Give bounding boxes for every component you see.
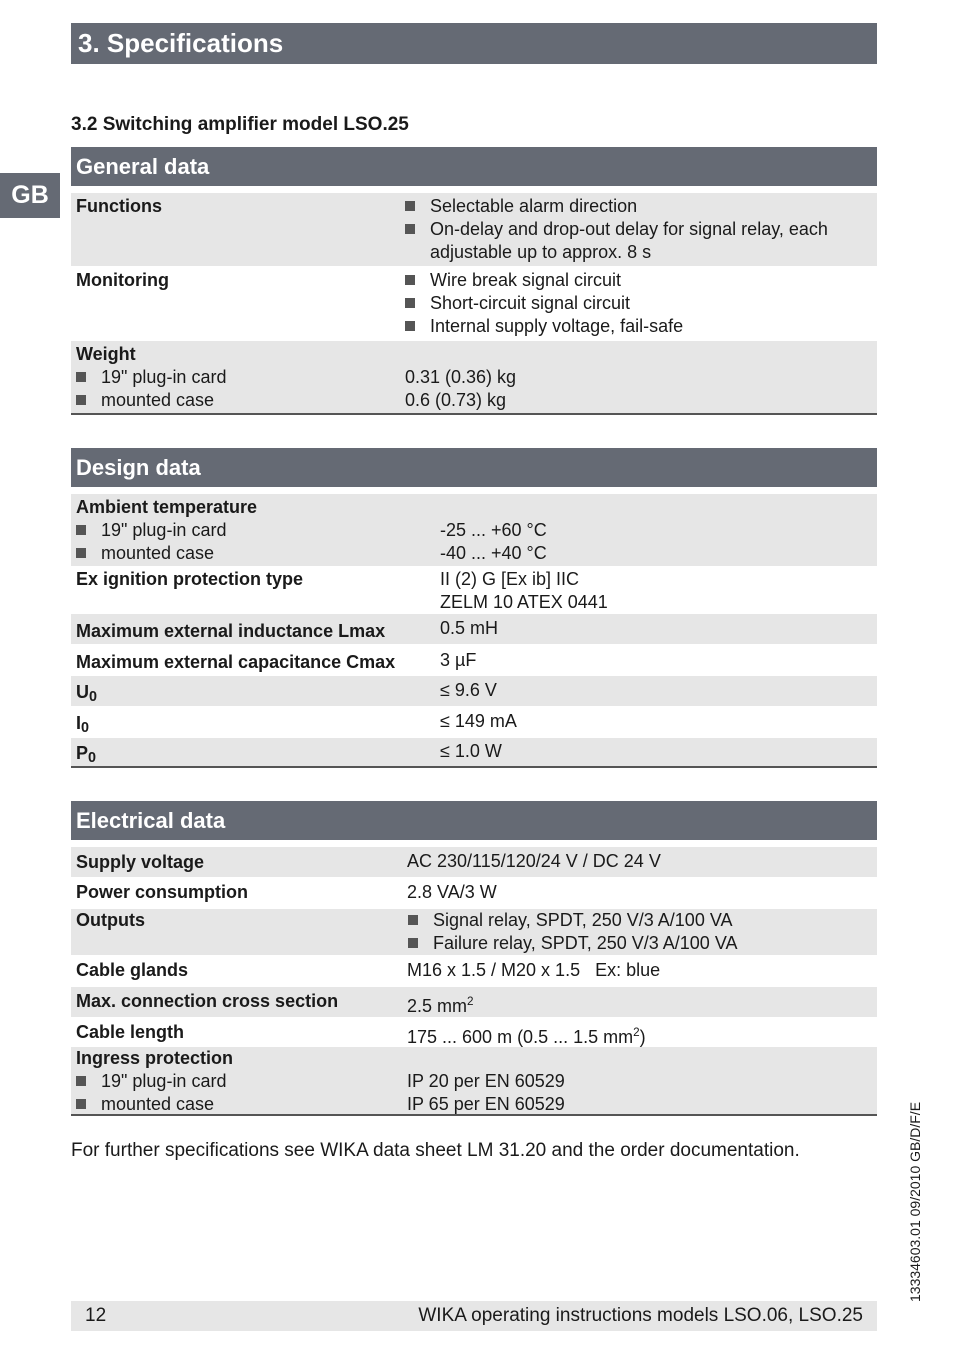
weight-value: 0.31 (0.36) kg <box>405 367 517 387</box>
ambient-row <box>71 494 877 566</box>
weight-labels <box>76 343 226 412</box>
page-footer <box>71 1301 877 1331</box>
cmax-row <box>71 645 877 675</box>
page-number: 12 <box>85 1305 107 1326</box>
ambient-values <box>440 519 547 565</box>
glands-value: M16 x 1.5 / M20 x 1.5 Ex: blue <box>407 960 661 980</box>
length-row <box>71 1018 877 1046</box>
monitoring-row <box>71 267 877 340</box>
subsection-title: 3.2 Switching amplifier model LSO.25 <box>71 114 409 135</box>
i0-label: $I_0$ <box>76 713 90 736</box>
supply-row <box>71 847 877 877</box>
power-label: Power consumption <box>76 882 249 902</box>
power-row <box>71 878 877 908</box>
electrical-data-header: Electrical data <box>71 801 877 840</box>
footnote: For further specifications see WIKA data sheet LM 31.20 and the order documentation. <box>71 1140 800 1161</box>
ex-values <box>440 568 608 614</box>
list-item: 19" plug-in card <box>76 1070 233 1093</box>
supply-value: AC 230/115/120/24 V / DC 24 V <box>407 851 661 871</box>
list-item: Failure relay, SPDT, 250 V/3 A/100 VA <box>408 932 738 955</box>
ingress-labels <box>76 1047 233 1116</box>
ambient-value: -40 ... +40 °C <box>440 543 547 563</box>
chapter-title: 3. Specifications <box>71 23 877 64</box>
language-tab: GB <box>0 173 60 218</box>
cross-label: Max. connection cross section <box>76 991 339 1011</box>
outputs-row <box>71 909 877 955</box>
ambient-label: Ambient temperature <box>76 497 258 517</box>
ingress-values <box>407 1070 565 1116</box>
ingress-label: Ingress protection <box>76 1048 234 1068</box>
list-item: Wire break signal circuit <box>405 269 683 292</box>
list-item: On-delay and drop-out delay for signal relay, each <box>405 218 828 241</box>
cross-value: 2.5 $mm^2$ <box>407 995 474 1016</box>
list-item: mounted case <box>76 389 226 412</box>
power-value: 2.8 VA/3 W <box>407 882 497 902</box>
functions-row <box>71 193 877 266</box>
glands-label: Cable glands <box>76 960 189 980</box>
footer-title: WIKA operating instructions models LSO.06, LSO.25 <box>418 1305 863 1326</box>
table-divider <box>71 413 877 415</box>
cmax-value: 3 µF <box>440 650 477 670</box>
p0-value: ≤ 1.0 W <box>440 741 502 761</box>
list-item-continuation: adjustable up to approx. 8 s <box>430 242 652 262</box>
functions-label: Functions <box>76 196 162 216</box>
outputs-values <box>408 909 738 955</box>
monitoring-values <box>405 269 683 338</box>
general-data-header: General data <box>71 147 877 186</box>
design-data-header: Design data <box>71 448 877 487</box>
ingress-value: IP 20 per EN 60529 <box>407 1071 565 1091</box>
lmax-row <box>71 614 877 644</box>
ex-row <box>71 567 877 613</box>
ingress-row <box>71 1047 877 1114</box>
u0-value: ≤ 9.6 V <box>440 680 497 700</box>
lmax-label: Maximum external inductance Lmax <box>76 621 386 641</box>
u0-label: $U_0$ <box>76 682 98 705</box>
supply-label: Supply voltage <box>76 852 205 872</box>
ambient-labels <box>76 496 257 565</box>
u0-row <box>71 676 877 706</box>
length-value: 175 ... 600 m (0.5 ... 1.5 $mm^2$) <box>407 1026 646 1047</box>
p0-label: $P_0$ <box>76 743 97 766</box>
document-code: 13334603.01 09/2010 GB/D/F/E <box>907 1101 923 1302</box>
list-item: Signal relay, SPDT, 250 V/3 A/100 VA <box>408 909 738 932</box>
list-item: mounted case <box>76 542 257 565</box>
list-item: Internal supply voltage, fail-safe <box>405 315 683 338</box>
ambient-value: -25 ... +60 °C <box>440 520 547 540</box>
lmax-value: 0.5 mH <box>440 618 499 638</box>
weight-label: Weight <box>76 344 136 364</box>
glands-row <box>71 956 877 986</box>
list-item: mounted case <box>76 1093 233 1116</box>
list-item: Selectable alarm direction <box>405 195 828 218</box>
ex-value: ZELM 10 ATEX 0441 <box>440 592 608 612</box>
list-item: 19" plug-in card <box>76 519 257 542</box>
weight-value: 0.6 (0.73) kg <box>405 390 507 410</box>
table-divider <box>71 766 877 768</box>
i0-row <box>71 707 877 737</box>
list-item: 19" plug-in card <box>76 366 226 389</box>
ingress-value: IP 65 per EN 60529 <box>407 1094 565 1114</box>
outputs-label: Outputs <box>76 910 145 930</box>
i0-value: ≤ 149 mA <box>440 711 517 731</box>
monitoring-label: Monitoring <box>76 270 169 290</box>
list-item: Short-circuit signal circuit <box>405 292 683 315</box>
table-divider <box>71 1114 877 1116</box>
ex-value: II (2) G [Ex ib] IIC <box>440 569 580 589</box>
cmax-label: Maximum external capacitance Cmax <box>76 652 396 672</box>
ex-label: Ex ignition protection type <box>76 569 304 589</box>
weight-row <box>71 341 877 413</box>
weight-values <box>405 366 516 412</box>
cross-row <box>71 987 877 1017</box>
length-label: Cable length <box>76 1022 185 1042</box>
p0-row <box>71 738 877 767</box>
functions-values <box>405 195 828 264</box>
